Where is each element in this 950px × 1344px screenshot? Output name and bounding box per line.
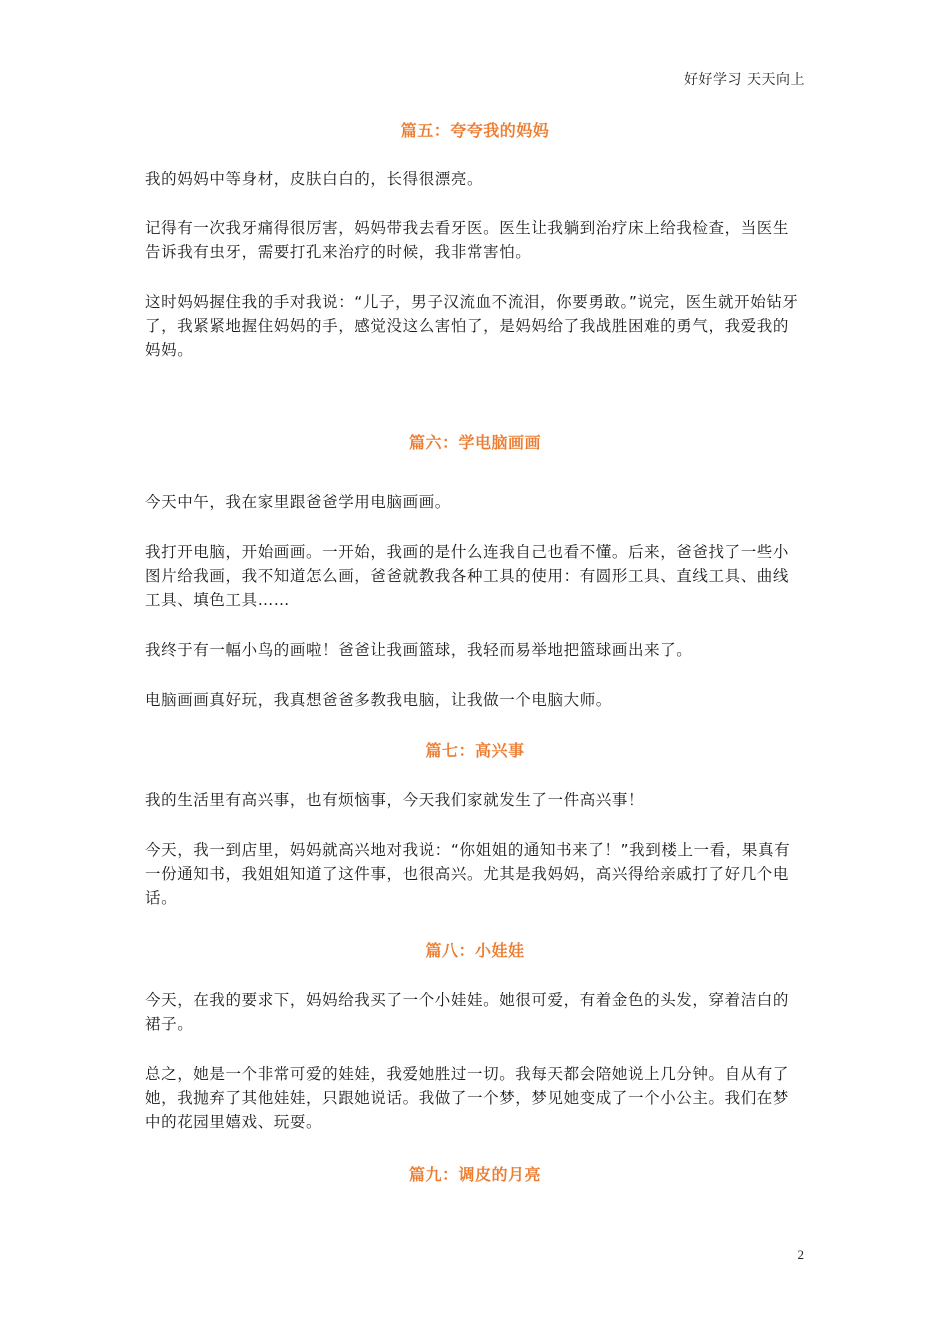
paragraph: 电脑画画真好玩，我真想爸爸多教我电脑，让我做一个电脑大师。 — [145, 691, 612, 709]
section-title-8: 篇八：小娃娃 — [425, 941, 525, 960]
paragraph: 总之，她是一个非常可爱的娃娃，我爱她胜过一切。我每天都会陪她说上几分钟。自从有了她，我抛弃了其他娃娃，只跟她说话。我做了一个梦，梦见她变成了一个小公主。我们在梦中的花园里嬉戏、玩耍。 — [145, 1065, 790, 1131]
paragraph: 我的妈妈中等身材，皮肤白白的，长得很漂亮。 — [145, 170, 484, 188]
page-number: 2 — [797, 1247, 804, 1262]
paragraph: 今天，在我的要求下，妈妈给我买了一个小娃娃。她很可爱，有着金色的头发，穿着洁白的裙子。 — [145, 991, 790, 1033]
paragraph: 今天，我一到店里，妈妈就高兴地对我说：“你姐姐的通知书来了！”我到楼上一看，果真有一份通知书，我姐姐知道了这件事，也很高兴。尤其是我妈妈，高兴得给亲戚打了好几个电话。 — [145, 841, 791, 907]
paragraph: 我的生活里有高兴事，也有烦恼事，今天我们家就发生了一件高兴事！ — [145, 791, 645, 809]
section-title-7: 篇七：高兴事 — [425, 741, 525, 760]
section-title-9: 篇九：调皮的月亮 — [408, 1165, 541, 1184]
paragraph: 我终于有一幅小鸟的画啦！爸爸让我画篮球，我轻而易举地把篮球画出来了。 — [145, 641, 693, 659]
paragraph: 记得有一次我牙痛得很厉害，妈妈带我去看牙医。医生让我躺到治疗床上给我检查，当医生告诉我有虫牙，需要打孔来治疗的时候，我非常害怕。 — [145, 219, 790, 261]
paragraph: 这时妈妈握住我的手对我说：“儿子，男子汉流血不流泪，你要勇敢。”说完，医生就开始钻牙了，我紧紧地握住妈妈的手，感觉没这么害怕了，是妈妈给了我战胜困难的勇气，我爱我的妈妈。 — [145, 293, 799, 359]
paragraph: 今天中午，我在家里跟爸爸学用电脑画画。 — [145, 493, 451, 511]
page-header: 好好学习 天天向上 — [684, 72, 805, 88]
section-title-5: 篇五：夸夸我的妈妈 — [400, 121, 550, 140]
paragraph: 我打开电脑，开始画画。一开始，我画的是什么连我自己也看不懂。后来，爸爸找了一些小图片给我画，我不知道怎么画，爸爸就教我各种工具的使用：有圆形工具、直线工具、曲线工具、填色工具…… — [145, 543, 790, 609]
section-title-6: 篇六：学电脑画画 — [408, 433, 541, 452]
